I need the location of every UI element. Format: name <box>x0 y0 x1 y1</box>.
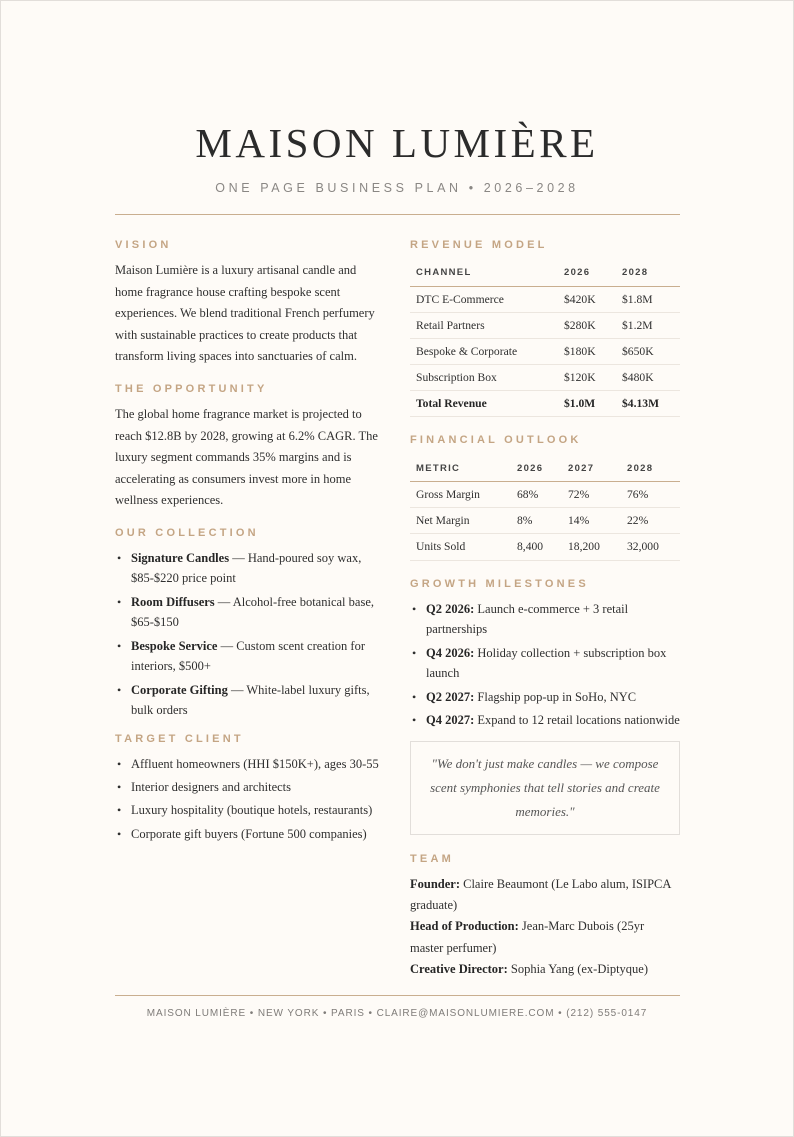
member-role: Founder: <box>410 876 460 891</box>
team-member <box>410 959 680 980</box>
page-title: MAISON LUMIÈRE <box>195 120 599 166</box>
cell: $1.8M <box>616 286 680 312</box>
milestone-desc: Launch e-commerce + 3 retail partnerships <box>426 601 629 636</box>
cell: Retail Partners <box>410 312 558 338</box>
list-item <box>410 687 680 708</box>
revenue-section <box>410 237 680 417</box>
milestone-desc: Flagship pop-up in SoHo, NYC <box>474 689 637 704</box>
vision-section <box>115 237 387 368</box>
collection-section <box>115 525 387 721</box>
milestone-desc: Holiday collection + subscription box launch <box>426 645 667 680</box>
section-heading: THE OPPORTUNITY <box>115 382 268 395</box>
cell: Total Revenue <box>410 391 558 417</box>
team-member <box>410 874 680 917</box>
cell: Net Margin <box>410 508 511 534</box>
list-item <box>410 710 680 731</box>
item-name: Signature Candles <box>131 550 230 565</box>
section-heading: TARGET CLIENT <box>115 732 244 745</box>
milestone-date: Q2 2026: <box>426 601 475 616</box>
table-row <box>410 286 680 312</box>
vision-text: Maison Lumière is a luxury artisanal candle and home fragrance house crafting bespoke scent experiences. We blend traditional French perfumery with sustainable practices to create products that transform living spaces into sanctuaries of calm. <box>115 263 375 364</box>
cell: 8,400 <box>511 534 562 560</box>
list-item <box>410 643 680 684</box>
cell: $120K <box>558 365 616 391</box>
cell: 72% <box>562 481 621 507</box>
collection-list <box>115 548 387 721</box>
right-column <box>410 237 680 994</box>
cell: $280K <box>558 312 616 338</box>
footer-contact: MAISON LUMIÈRE • NEW YORK • PARIS • CLAIRE@MAISONLUMIERE.COM • (212) 555-0147 <box>146 1008 648 1019</box>
cell: 14% <box>562 508 621 534</box>
cell: $1.2M <box>616 312 680 338</box>
item-desc: — Custom scent creation for interiors, $500+ <box>131 638 365 674</box>
cell: Units Sold <box>410 534 511 560</box>
member-info: Sophia Yang (ex-Diptyque) <box>507 962 649 977</box>
cell: 8% <box>511 508 562 534</box>
milestones-section <box>410 576 680 731</box>
cell: DTC E-Commerce <box>410 286 558 312</box>
milestone-desc: Expand to 12 retail locations nationwide <box>474 713 680 727</box>
cell: 68% <box>511 481 562 507</box>
cell: Subscription Box <box>410 365 558 391</box>
table-row <box>410 534 680 560</box>
item-name: Room Diffusers <box>131 594 215 609</box>
member-role: Creative Director: <box>410 962 508 977</box>
team-member <box>410 916 680 959</box>
item-desc: — Hand-poured soy wax, $85-$220 price point <box>131 550 362 586</box>
section-heading: FINANCIAL OUTLOOK <box>410 434 582 447</box>
financial-outlook-section <box>410 432 680 560</box>
table-row <box>410 508 680 534</box>
cell: $180K <box>558 338 616 364</box>
section-heading: VISION <box>115 239 172 251</box>
section-heading: REVENUE MODEL <box>410 239 548 251</box>
column-header: METRIC <box>410 455 511 481</box>
list-item: • Luxury hospitality (boutique hotels, restaurants) <box>115 800 387 820</box>
member-role: Head of Production: <box>410 919 519 934</box>
cell: $4.13M <box>616 391 680 417</box>
cell: Gross Margin <box>410 481 511 507</box>
column-header: 2028 <box>616 260 680 286</box>
list-item <box>115 548 387 589</box>
cell: $420K <box>558 286 616 312</box>
cell: $1.0M <box>558 391 616 417</box>
total-row <box>410 391 680 417</box>
opportunity-text: The global home fragrance market is projected to reach $12.8B by 2028, growing at 6.2% CAGR. The luxury segment commands 35% margins and is accelerating as consumers invest more in home wellness experiences. <box>115 406 378 508</box>
list-item <box>115 592 387 633</box>
financial-table <box>410 455 680 560</box>
cell: 18,200 <box>562 534 621 560</box>
cell: 22% <box>621 508 680 534</box>
table-row <box>410 312 680 338</box>
column-header: 2026 <box>558 260 616 286</box>
page-subtitle: ONE PAGE BUSINESS PLAN • 2026–2028 <box>215 181 579 195</box>
footer-divider <box>115 995 680 996</box>
left-column <box>115 237 387 857</box>
cell: $480K <box>616 365 680 391</box>
list-item <box>115 636 387 677</box>
milestones-list <box>410 599 680 731</box>
item-desc: — Alcohol-free botanical base, $65-$150 <box>131 594 374 630</box>
milestone-date: Q4 2026: <box>426 645 475 660</box>
list-item <box>115 680 387 721</box>
column-header: 2028 <box>621 455 680 481</box>
opportunity-section <box>115 381 387 512</box>
cell: 32,000 <box>621 534 680 560</box>
member-info: Claire Beaumont (Le Labo alum, ISIPCA graduate) <box>410 876 671 912</box>
target-list <box>115 754 387 844</box>
list-item: • Affluent homeowners (HHI $150K+), ages 30-55 <box>115 754 387 774</box>
member-info: Jean-Marc Dubois (25yr master perfumer) <box>410 919 645 955</box>
team-members <box>410 874 680 981</box>
column-header: 2027 <box>562 455 621 481</box>
cell: Bespoke & Corporate <box>410 338 558 364</box>
cell: 76% <box>621 481 680 507</box>
table-row <box>410 338 680 364</box>
cell: $650K <box>616 338 680 364</box>
list-item: • Interior designers and architects <box>115 777 387 797</box>
column-header: CHANNEL <box>410 260 558 286</box>
team-section <box>410 851 680 981</box>
item-name: Bespoke Service <box>131 638 218 653</box>
list-item: • Corporate gift buyers (Fortune 500 companies) <box>115 824 387 844</box>
item-name: Corporate Gifting <box>131 682 228 697</box>
table-row <box>410 365 680 391</box>
table-header-row <box>410 260 680 286</box>
revenue-table <box>410 260 680 417</box>
milestone-date: Q2 2027: <box>426 689 475 704</box>
target-client-section <box>115 731 387 844</box>
item-desc: — White-label luxury gifts, bulk orders <box>131 682 370 718</box>
section-heading: TEAM <box>410 852 454 865</box>
section-heading: OUR COLLECTION <box>115 526 259 539</box>
column-header: 2026 <box>511 455 562 481</box>
section-heading: GROWTH MILESTONES <box>410 577 589 590</box>
header-divider <box>115 214 680 215</box>
table-row <box>410 481 680 507</box>
table-header-row <box>410 455 680 481</box>
brand-quote: "We don't just make candles — we compose scent symphonies that tell stories and create memories." <box>410 741 680 835</box>
list-item <box>410 599 680 640</box>
milestone-date: Q4 2027: <box>426 713 475 727</box>
